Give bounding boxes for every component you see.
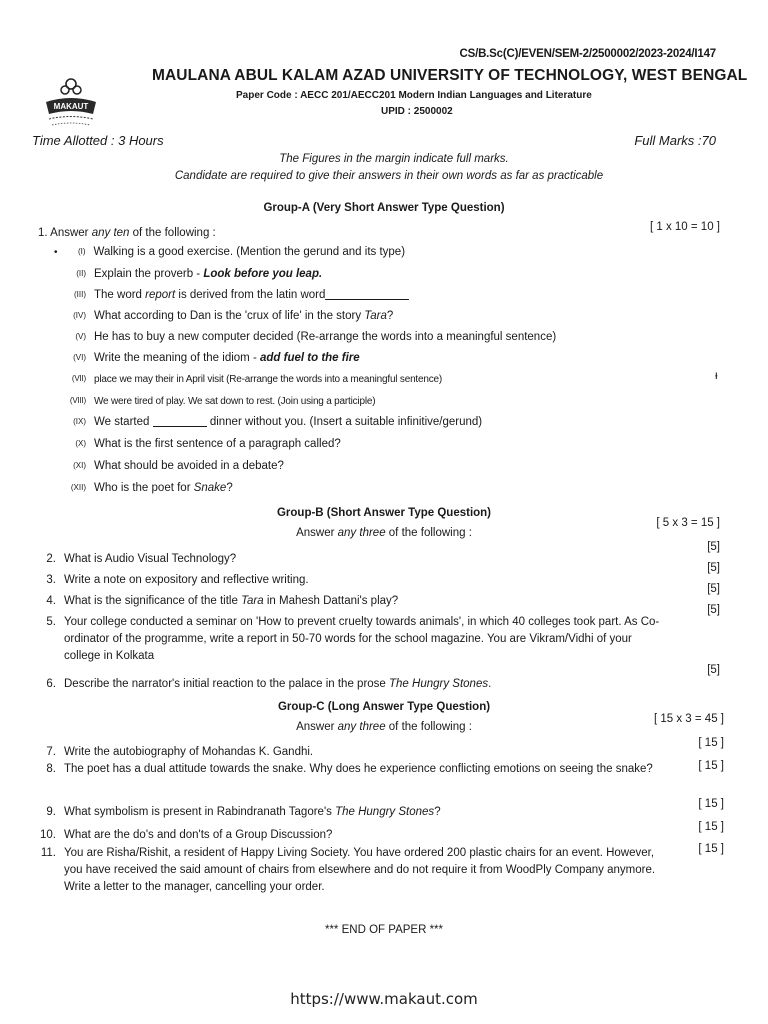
question-7: 7. Write the autobiography of Mohandas K. Gandhi. bbox=[46, 746, 314, 758]
group-c-instruction: Answer any three of the following : bbox=[296, 721, 472, 733]
subquestion-3: (III) The word report is derived from the latin word bbox=[60, 289, 409, 301]
question-2: 2. What is Audio Visual Technology? bbox=[46, 553, 237, 565]
subquestion-11: (XI) What should be avoided in a debate? bbox=[73, 460, 284, 472]
university-name: MAULANA ABUL KALAM AZAD UNIVERSITY OF TECHNOLOGY, WEST BENGAL bbox=[152, 67, 748, 84]
q9-marks: [ 15 ] bbox=[698, 798, 724, 810]
group-a-marks: [ 1 x 10 = 10 ] bbox=[649, 221, 720, 233]
instruction-own-words: Candidate are required to give their answers in their own words as far as practicable bbox=[174, 170, 604, 182]
question-3: 3. Write a note on expository and reflective writing. bbox=[46, 574, 309, 586]
question-4: 4. What is the significance of the title Tara in Mahesh Dattani's play? bbox=[46, 595, 399, 607]
group-c-marks: [ 15 x 3 = 45 ] bbox=[653, 713, 724, 725]
group-b-title: Group-B (Short Answer Type Question) bbox=[276, 507, 492, 519]
subquestion-12: (XII) Who is the poet for Snake? bbox=[70, 482, 233, 494]
paper-code: Paper Code : AECC 201/AECC201 Modern Indian Languages and Literature bbox=[236, 90, 592, 101]
margin-mark: ᵻ bbox=[715, 368, 718, 382]
group-a-title: Group-A (Very Short Answer Type Question) bbox=[263, 202, 505, 214]
subquestion-6: (VI) Write the meaning of the idiom - add fuel to the fire bbox=[73, 352, 360, 364]
question-5: 5. Your college conducted a seminar on 'How to prevent cruelty towards animals', in which 40 colleges took part. As Co-ordinator of the programme, write a report in 50-70 words for the school magazine. You are Vikram/Vidhi of your college in Kolkata bbox=[46, 616, 660, 662]
q10-marks: [ 15 ] bbox=[698, 821, 724, 833]
q11-marks: [ 15 ] bbox=[698, 843, 724, 855]
instruction-marks: The Figures in the margin indicate full marks. bbox=[279, 153, 509, 165]
group-a-instruction: 1. Answer any ten of the following : bbox=[38, 227, 216, 239]
subquestion-5: (V) He has to buy a new computer decided (Re-arrange the words into a meaningful sentence) bbox=[75, 331, 557, 343]
q7-marks: [ 15 ] bbox=[698, 737, 724, 749]
upid: UPID : 2500002 bbox=[381, 106, 453, 117]
subquestion-7: (VII) place we may their in April visit (Re-arrange the words into a meaningful sentence) bbox=[71, 374, 443, 385]
subquestion-10: (X) What is the first sentence of a paragraph called? bbox=[75, 438, 341, 450]
time-allotted: Time Allotted : 3 Hours bbox=[32, 133, 164, 148]
svg-text:MAKAUT: MAKAUT bbox=[53, 102, 89, 111]
group-c-title: Group-C (Long Answer Type Question) bbox=[277, 701, 491, 713]
end-of-paper: *** END OF PAPER *** bbox=[324, 924, 443, 936]
question-10: 10. What are the do's and don'ts of a Group Discussion? bbox=[40, 829, 333, 841]
q4-marks: [5] bbox=[707, 583, 720, 595]
subquestion-4: (IV) What according to Dan is the 'crux of life' in the story Tara? bbox=[73, 310, 394, 322]
q3-marks: [5] bbox=[707, 562, 720, 574]
subquestion-2: (II) Explain the proverb - Look before you leap. bbox=[76, 268, 323, 280]
subquestion-1: • (I) Walking is a good exercise. (Mention the gerund and its type) bbox=[54, 246, 406, 258]
question-9: 9. What symbolism is present in Rabindranath Tagore's The Hungry Stones? bbox=[46, 806, 441, 818]
subquestion-9: (IX) We started dinner without you. (Insert a suitable infinitive/gerund) bbox=[73, 416, 483, 428]
group-b-marks: [ 5 x 3 = 15 ] bbox=[656, 517, 720, 529]
fill-blank bbox=[153, 426, 207, 427]
footer-url[interactable]: https://www.makaut.com bbox=[290, 990, 478, 1008]
question-11: 11. You are Risha/Rishit, a resident of Happy Living Society. You have ordered 200 plastic chairs for an event. However, you have received the said amount of chairs from elsewhere and do not require it from WoodPly Company anymore. Write a letter to the manager, cancelling your order. bbox=[40, 847, 656, 893]
q6-marks: [5] bbox=[707, 664, 720, 676]
paper-reference-code: CS/B.Sc(C)/EVEN/SEM-2/2500002/2023-2024/I147 bbox=[459, 48, 716, 60]
full-marks: Full Marks :70 bbox=[634, 133, 716, 148]
question-8: 8. The poet has a dual attitude towards the snake. Why does he experience conflicting emotions on seeing the snake? bbox=[46, 763, 653, 775]
subquestion-8: (VIII) We were tired of play. We sat down to rest. (Join using a participle) bbox=[69, 396, 376, 407]
group-b-instruction: Answer any three of the following : bbox=[296, 527, 472, 539]
university-logo bbox=[40, 72, 102, 130]
q5-marks: [5] bbox=[707, 604, 720, 616]
fill-blank bbox=[325, 299, 409, 300]
q2-marks: [5] bbox=[707, 541, 720, 553]
question-6: 6. Describe the narrator's initial reaction to the palace in the prose The Hungry Stones. bbox=[46, 678, 492, 690]
q8-marks: [ 15 ] bbox=[698, 760, 724, 772]
